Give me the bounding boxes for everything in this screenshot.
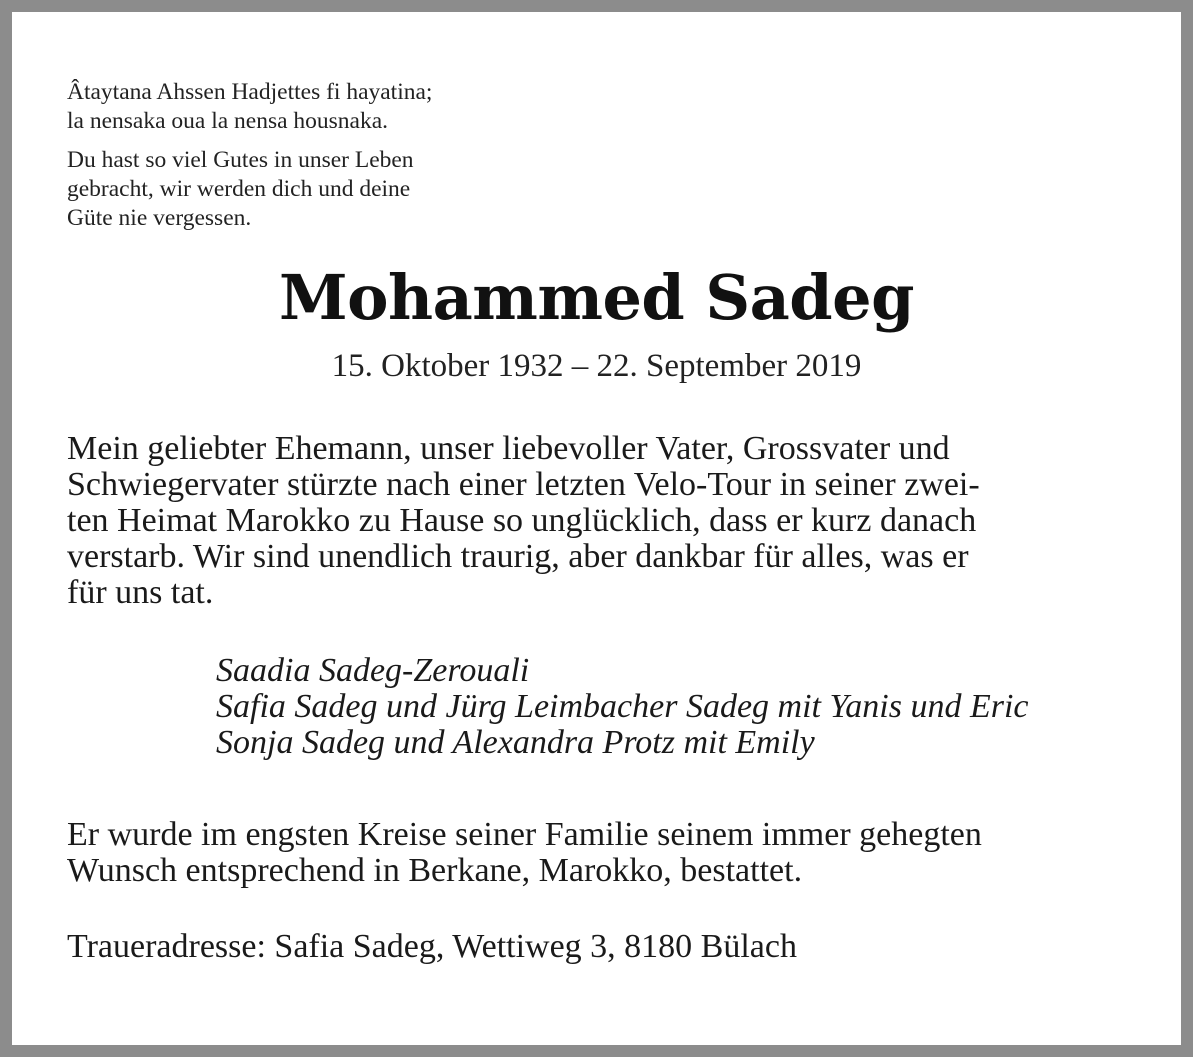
address-line: Traueradresse: Safia Sadeg, Wettiweg 3, 8180 Bülach: [67, 928, 797, 965]
signature-line: Saadia Sadeg-Zerouali: [216, 652, 530, 689]
motto-line: gebracht, wir werden dich und deine: [67, 176, 411, 202]
deceased-name: Mohammed Sadeg: [279, 261, 914, 334]
announcement-text: [67, 431, 1129, 611]
announcement-line: für uns tat.: [67, 574, 214, 611]
life-dates: 15. Oktober 1932 – 22. September 2019: [331, 348, 862, 384]
announcement-line: ten Heimat Marokko zu Hause so unglücklich, dass er kurz danach: [67, 502, 977, 539]
burial-note: [67, 817, 1129, 889]
burial-line: Wunsch entsprechend in Berkane, Marokko, bestattet.: [67, 852, 803, 889]
announcement-line: Mein geliebter Ehemann, unser liebevoller Vater, Grossvater und: [67, 430, 950, 467]
motto-line: Du hast so viel Gutes in unser Leben: [67, 147, 414, 173]
announcement-line: Schwiegervater stürzte nach einer letzten Velo-Tour in seiner zwei-: [67, 466, 980, 503]
signature-line: Sonja Sadeg und Alexandra Protz mit Emily: [216, 724, 815, 761]
burial-line: Er wurde im engsten Kreise seiner Familie seinem immer gehegten: [67, 816, 982, 853]
motto-arabic: [67, 78, 432, 136]
mourning-address: [67, 929, 1129, 965]
motto-line: Âtaytana Ahssen Hadjettes fi hayatina;: [67, 79, 433, 105]
announcement-line: verstarb. Wir sind unendlich traurig, aber dankbar für alles, was er: [67, 538, 969, 575]
motto-german: [67, 146, 414, 233]
family-signatures: [216, 653, 1029, 761]
obituary-page: [12, 12, 1181, 1045]
motto-line: Güte nie vergessen.: [67, 205, 252, 231]
motto-line: la nensaka oua la nensa housnaka.: [67, 108, 389, 134]
signature-line: Safia Sadeg und Jürg Leimbacher Sadeg mit Yanis und Eric: [216, 688, 1029, 725]
